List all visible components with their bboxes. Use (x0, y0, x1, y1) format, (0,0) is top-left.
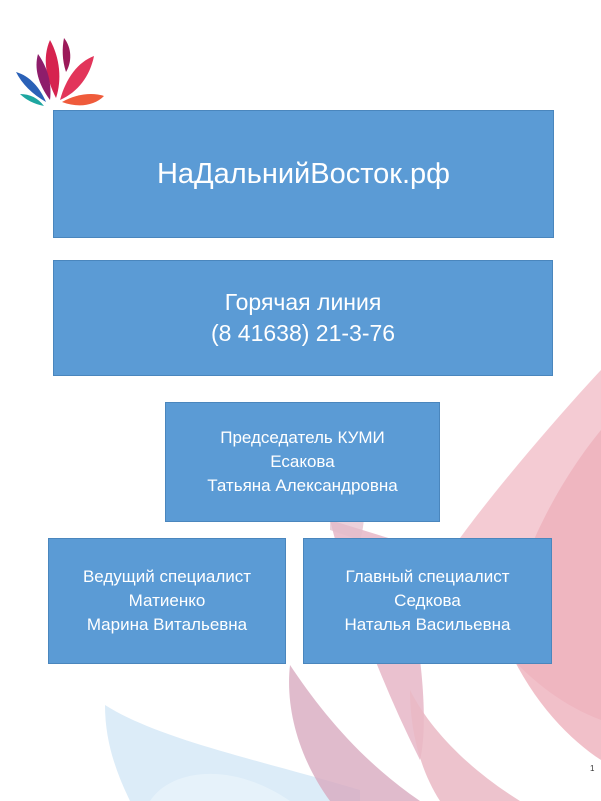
hotline-label: Горячая линия (224, 289, 382, 315)
main-specialist-surname: Седкова (394, 591, 461, 610)
main-specialist-box (303, 538, 552, 664)
lead-specialist-given-names: Марина Витальевна (86, 615, 248, 634)
site-name-box (53, 110, 554, 238)
chair-position: Председатель КУМИ (220, 428, 385, 447)
main-specialist-given-names: Наталья Васильевна (344, 615, 511, 634)
hotline-box (53, 260, 553, 376)
chair-surname: Есакова (270, 452, 335, 471)
chair-given-names: Татьяна Александровна (207, 476, 398, 495)
site-name: НаДальнийВосток.рф (156, 157, 451, 190)
lotus-flower-logo-icon (10, 18, 110, 113)
lead-specialist-surname: Матиенко (128, 591, 206, 610)
lead-specialist-box (48, 538, 286, 664)
page-number: 1 (590, 764, 595, 773)
hotline-phone: (8 41638) 21-3-76 (210, 320, 396, 346)
chair-box (165, 402, 440, 522)
main-specialist-position: Главный специалист (345, 567, 510, 586)
lead-specialist-position: Ведущий специалист (82, 567, 252, 586)
